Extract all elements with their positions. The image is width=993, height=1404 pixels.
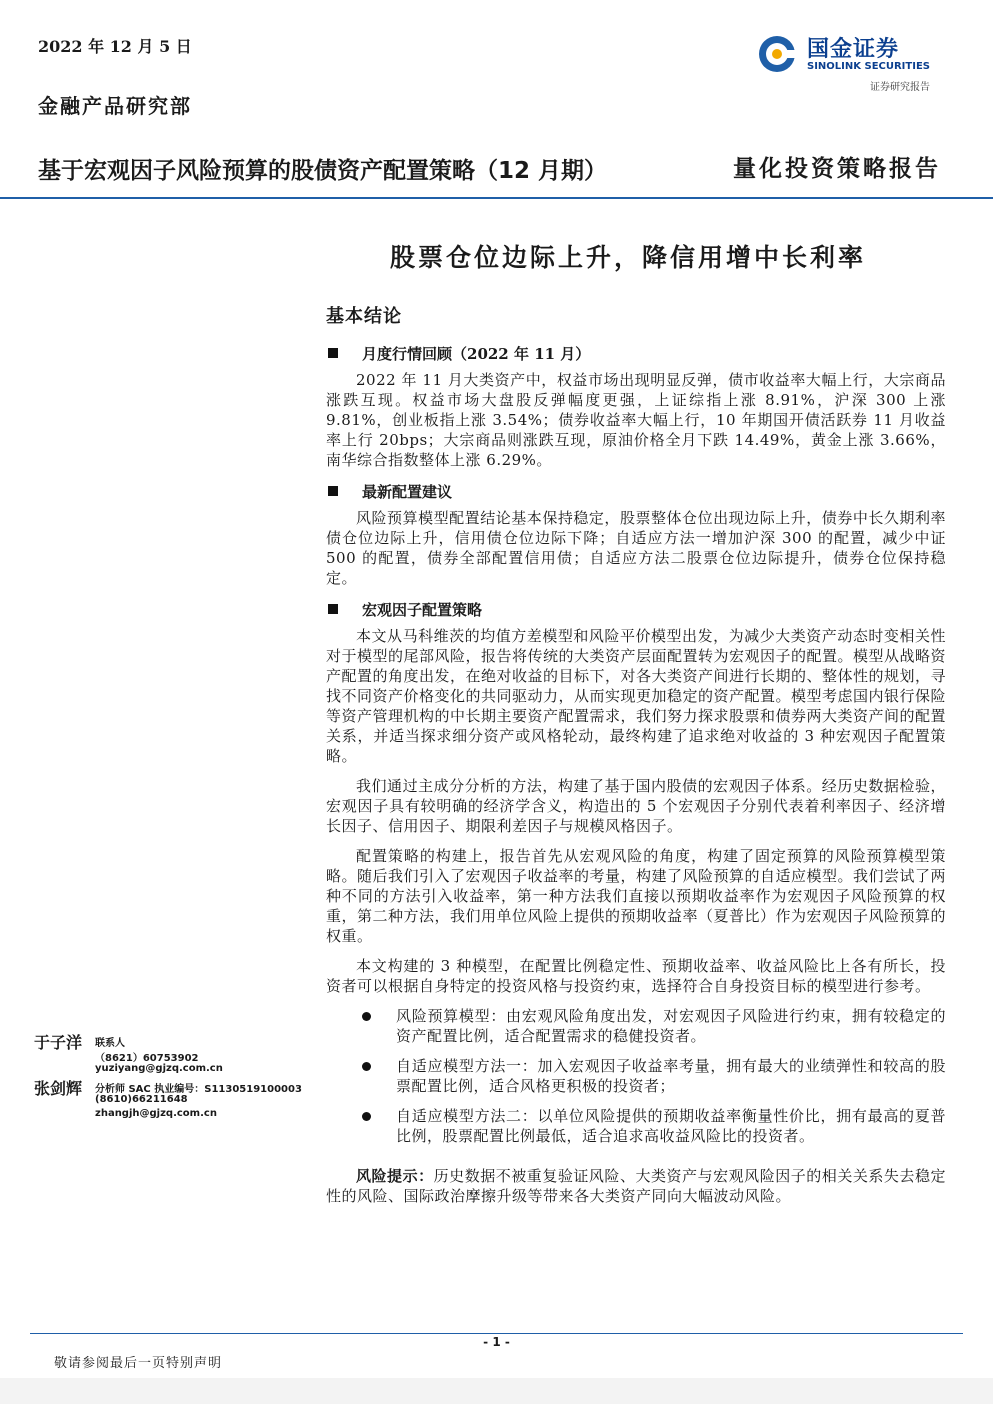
list-item <box>326 1006 946 1046</box>
report-headline: 股票仓位边际上升，降信用增中长利率 <box>390 243 867 272</box>
subsection-title: 月度行情回顾（2022 年 11 月） <box>362 344 591 363</box>
paragraph: 风险预算模型配置结论基本保持稳定，股票整体仓位出现边际上升，债券中长久期利率债仓位边际上升，信用债仓位边际下降；自适应方法一增加沪深 300 的配置，减少中证 500 的配置，债券全部配置信用债；自适应方法二股票仓位边际提升，债券仓位保持稳定。 <box>326 509 946 587</box>
list-item <box>326 1056 946 1096</box>
report-title: 基于宏观因子风险预算的股债资产配置策略（12 月期） <box>38 158 608 184</box>
bullet-dot-icon <box>362 1012 371 1021</box>
risk-label: 风险提示： <box>356 1167 434 1185</box>
brand-name-cn: 国金证券 <box>807 37 900 62</box>
square-bullet-icon <box>328 348 338 358</box>
risk-warning <box>326 1166 946 1206</box>
main-content <box>326 302 946 1216</box>
risk-text: 历史数据不被重复验证风险、大类资产与宏观风险因子的相关关系失去稳定性的风险、国际政治摩擦升级等带来各大类资产同向大幅波动风险。 <box>326 1167 946 1205</box>
analyst-phone: （8621）60753902 <box>95 1053 199 1064</box>
subsection-title: 最新配置建议 <box>362 482 453 501</box>
disclaimer-note: 敬请参阅最后一页特别声明 <box>54 1356 223 1371</box>
list-item-text: 自适应模型方法一：加入宏观因子收益率考量，拥有最大的业绩弹性和较高的股票配置比例，适合风格更积极的投资者； <box>396 1057 946 1095</box>
report-type: 量化投资策略报告 <box>733 155 941 182</box>
brand-subtitle: 证券研究报告 <box>870 82 930 93</box>
list-item-text: 风险预算模型：由宏观风险角度出发，对宏观因子风险进行约束，拥有较稳定的资产配置比例，适合配置需求的稳健投资者。 <box>396 1007 946 1045</box>
header-divider <box>0 197 993 199</box>
analyst-email[interactable]: zhangjh@gjzq.com.cn <box>95 1108 217 1119</box>
section-title: 基本结论 <box>326 306 402 327</box>
square-bullet-icon <box>328 486 338 496</box>
brand-name-en: SINOLINK SECURITIES <box>807 61 930 72</box>
paragraph: 配置策略的构建上，报告首先从宏观风险的角度，构建了固定预算的风险预算模型策略。随后我们引入了宏观因子收益率的考量，构建了风险预算的自适应模型。我们尝试了两种不同的方法引入收益率，第一种方法我们直接以预期收益率作为宏观因子风险预算的权重，第二种方法，我们用单位风险上提供的预期收益率（夏普比）作为宏观因子风险预算的权重。 <box>326 847 947 945</box>
analyst-card <box>34 1030 324 1082</box>
brand-logo <box>757 32 947 78</box>
analyst-role: 分析师 SAC 执业编号：S1130519100003 <box>95 1084 302 1095</box>
analyst-role: 联系人 <box>95 1038 125 1049</box>
subsection-heading <box>326 598 946 620</box>
subsection-heading <box>326 342 946 364</box>
subsection-heading <box>326 480 946 502</box>
logo-mark-icon <box>757 34 797 74</box>
list-item <box>326 1106 946 1146</box>
analyst-email[interactable]: yuziyang@gjzq.com.cn <box>95 1063 223 1074</box>
analyst-name: 于子洋 <box>34 1033 83 1052</box>
analyst-card <box>34 1076 324 1128</box>
paragraph: 2022 年 11 月大类资产中，权益市场出现明显反弹，债市收益率大幅上行，大宗商品涨跌互现。权益市场大盘股反弹幅度更强，上证综指上涨 8.91%，沪深 300 上涨 9.81%，创业板指上涨 3.54%；债券收益率大幅上行，10 年期国开债活跃券 11 月收益率上行 20bps；大宗商品则涨跌互现，原油价格全月下跌 14.49%，黄金上涨 3.66%，南华综合指数整体上涨 6.29%。 <box>326 371 946 469</box>
analyst-name: 张剑辉 <box>34 1079 83 1098</box>
bullet-dot-icon <box>362 1062 371 1071</box>
paragraph: 本文从马科维茨的均值方差模型和风险平价模型出发，为减少大类资产动态时变相关性对于模型的尾部风险，报告将传统的大类资产层面配置转为宏观因子的配置。模型从战略资产配置的角度出发，在绝对收益的目标下，对各大类资产间进行长期的、整体性的规划，寻找不同资产价格变化的共同驱动力，从而实现更加稳定的资产配置。模型考虑国内银行保险等资产管理机构的中长期主要资产配置需求，我们努力探求股票和债券两大类资产间的配置关系，并适当探求细分资产或风格轮动，最终构建了追求绝对收益的 3 种宏观因子配置策略。 <box>326 627 947 765</box>
analyst-info <box>34 1030 324 1128</box>
paragraph: 本文构建的 3 种模型，在配置比例稳定性、预期收益率、收益风险比上各有所长，投资者可以根据自身特定的投资风格与投资约束，选择符合自身投资目标的模型进行参考。 <box>326 957 946 995</box>
paragraph: 我们通过主成分分析的方法，构建了基于国内股债的宏观因子体系。经历史数据检验，宏观因子具有较明确的经济学含义，构造出的 5 个宏观因子分别代表着利率因子、经济增长因子、信用因子、期限利差因子与规模风格因子。 <box>326 777 946 835</box>
analyst-phone: (8610)66211648 <box>95 1094 188 1105</box>
square-bullet-icon <box>328 604 338 614</box>
list-item-text: 自适应模型方法二：以单位风险提供的预期收益率衡量性价比，拥有最高的夏普比例，股票配置比例最低，适合追求高收益风险比的投资者。 <box>396 1107 946 1145</box>
department-name: 金融产品研究部 <box>38 94 192 118</box>
model-list <box>326 1006 946 1146</box>
page-number: - 1 - <box>483 1335 510 1349</box>
subsection-title: 宏观因子配置策略 <box>362 600 483 619</box>
report-date: 2022 年 12 月 5 日 <box>38 37 192 56</box>
bullet-dot-icon <box>362 1112 371 1121</box>
bottom-band <box>0 1378 993 1404</box>
footer-divider <box>30 1333 963 1334</box>
